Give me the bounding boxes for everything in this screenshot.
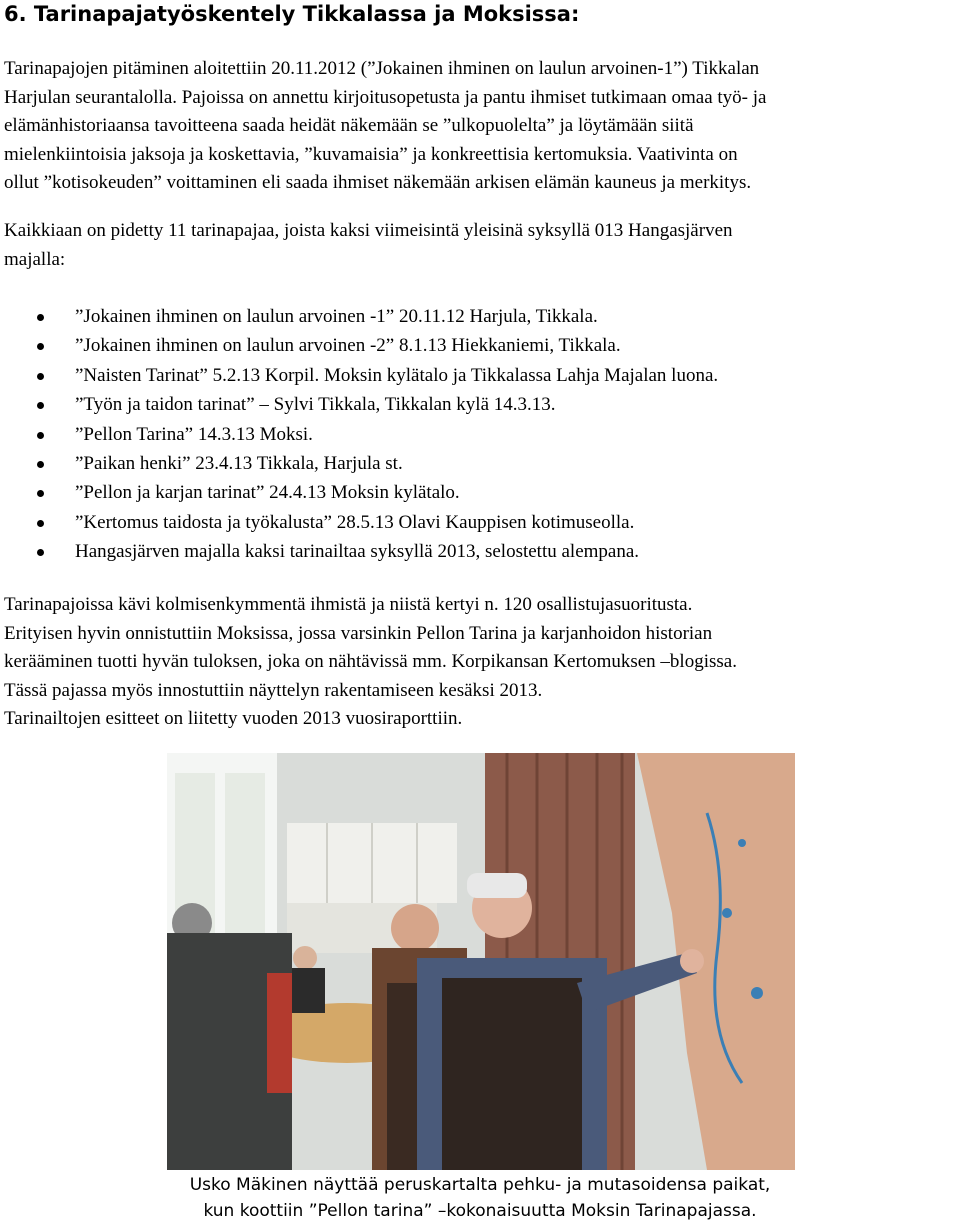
list-item [0, 508, 718, 537]
workshop-list [0, 302, 718, 567]
bullet-icon [37, 432, 44, 439]
text-line: Tarinapajoissa kävi kolmisenkymmentä ihmistä ja niistä kertyi n. 120 osallistujasuoritusta. [4, 594, 693, 615]
text-line: kerääminen tuotti hyvän tuloksen, joka on nähtävissä mm. Korpikansan Kertomuksen –blogissa. [4, 651, 737, 672]
text-line: Erityisen hyvin onnistuttiin Moksissa, jossa varsinkin Pellon Tarina ja karjanhoidon historian [4, 622, 713, 644]
caption-line: kun koottiin ”Pellon tarina” –kokonaisuutta Moksin Tarinapajassa. [203, 1201, 757, 1221]
text-line: Tarinapajojen pitäminen aloitettiin 20.11.2012 (”Jokainen ihminen on laulun arvoinen-1”) Tikkalan [4, 58, 760, 79]
bullet-icon [37, 520, 44, 527]
list-item-text: ”Jokainen ihminen on laulun arvoinen -2” 8.1.13 Hiekkaniemi, Tikkala. [75, 335, 621, 357]
list-item-text: Hangasjärven majalla kaksi tarinailtaa syksyllä 2013, selostettu alempana. [75, 541, 640, 563]
photo-caption [100, 1172, 860, 1224]
list-item [0, 302, 718, 331]
bullet-icon [37, 373, 44, 380]
bullet-icon [37, 461, 44, 468]
bullet-icon [37, 343, 44, 350]
workshop-count-paragraph [4, 217, 958, 274]
list-item-text: ”Jokainen ihminen on laulun arvoinen -1” 20.11.12 Harjula, Tikkala. [75, 306, 598, 327]
text-line: majalla: [4, 248, 66, 270]
list-item-text: ”Paikan henki” 23.4.13 Tikkala, Harjula st. [75, 452, 403, 474]
list-item-text: ”Työn ja taidon tarinat” – Sylvi Tikkala, Tikkalan kylä 14.3.13. [75, 394, 556, 416]
list-item [0, 478, 718, 507]
text-line: mielenkiintoisia jaksoja ja koskettavia, ”kuvamaisia” ja konkreettisia kertomuksia. Vaativinta on [4, 143, 738, 165]
text-line: Tässä pajassa myös innostuttiin näyttelyn rakentamiseen kesäksi 2013. [4, 679, 543, 701]
text-line: ollut ”kotisokeuden” voittaminen eli saada ihmiset näkemään arkisen elämän kauneus ja merkitys. [4, 172, 752, 193]
workshop-photo [167, 753, 795, 1170]
list-item [0, 420, 718, 449]
bullet-icon [37, 490, 44, 497]
list-item [0, 449, 718, 478]
list-item-text: ”Naisten Tarinat” 5.2.13 Korpil. Moksin kylätalo ja Tikkalassa Lahja Majalan luona. [75, 364, 719, 386]
list-item [0, 537, 718, 566]
text-line: Tarinailtojen esitteet on liitetty vuoden 2013 vuosiraporttiin. [4, 708, 463, 729]
text-line: Kaikkiaan on pidetty 11 tarinapajaa, joista kaksi viimeisintä yleisinä syksyllä 013 Hangasjärven [4, 220, 733, 241]
bullet-icon [37, 314, 44, 321]
list-item [0, 361, 718, 390]
results-paragraph [4, 591, 958, 734]
intro-paragraph [4, 55, 958, 198]
list-item-text: ”Pellon ja karjan tarinat” 24.4.13 Moksin kylätalo. [75, 482, 460, 504]
caption-line: Usko Mäkinen näyttää peruskartalta pehku- ja mutasoidensa paikat, [189, 1175, 771, 1195]
bullet-icon [37, 402, 44, 409]
list-item-text: ”Pellon Tarina” 14.3.13 Moksi. [75, 423, 313, 445]
text-line: elämänhistoriaansa tavoitteena saada heidät näkemään se ”ulkopuolelta” ja löytämään siitä [4, 115, 694, 136]
list-item [0, 331, 718, 360]
list-item [0, 390, 718, 419]
list-item-text: ”Kertomus taidosta ja työkalusta” 28.5.13 Olavi Kauppisen kotimuseolla. [75, 511, 635, 533]
text-line: Harjulan seurantalolla. Pajoissa on annettu kirjoitusopetusta ja pantu ihmiset tutkimaan omaa työ- ja [4, 86, 767, 108]
section-heading: 6. Tarinapajatyöskentely Tikkalassa ja Moksissa: [4, 2, 580, 26]
bullet-icon [37, 549, 44, 556]
